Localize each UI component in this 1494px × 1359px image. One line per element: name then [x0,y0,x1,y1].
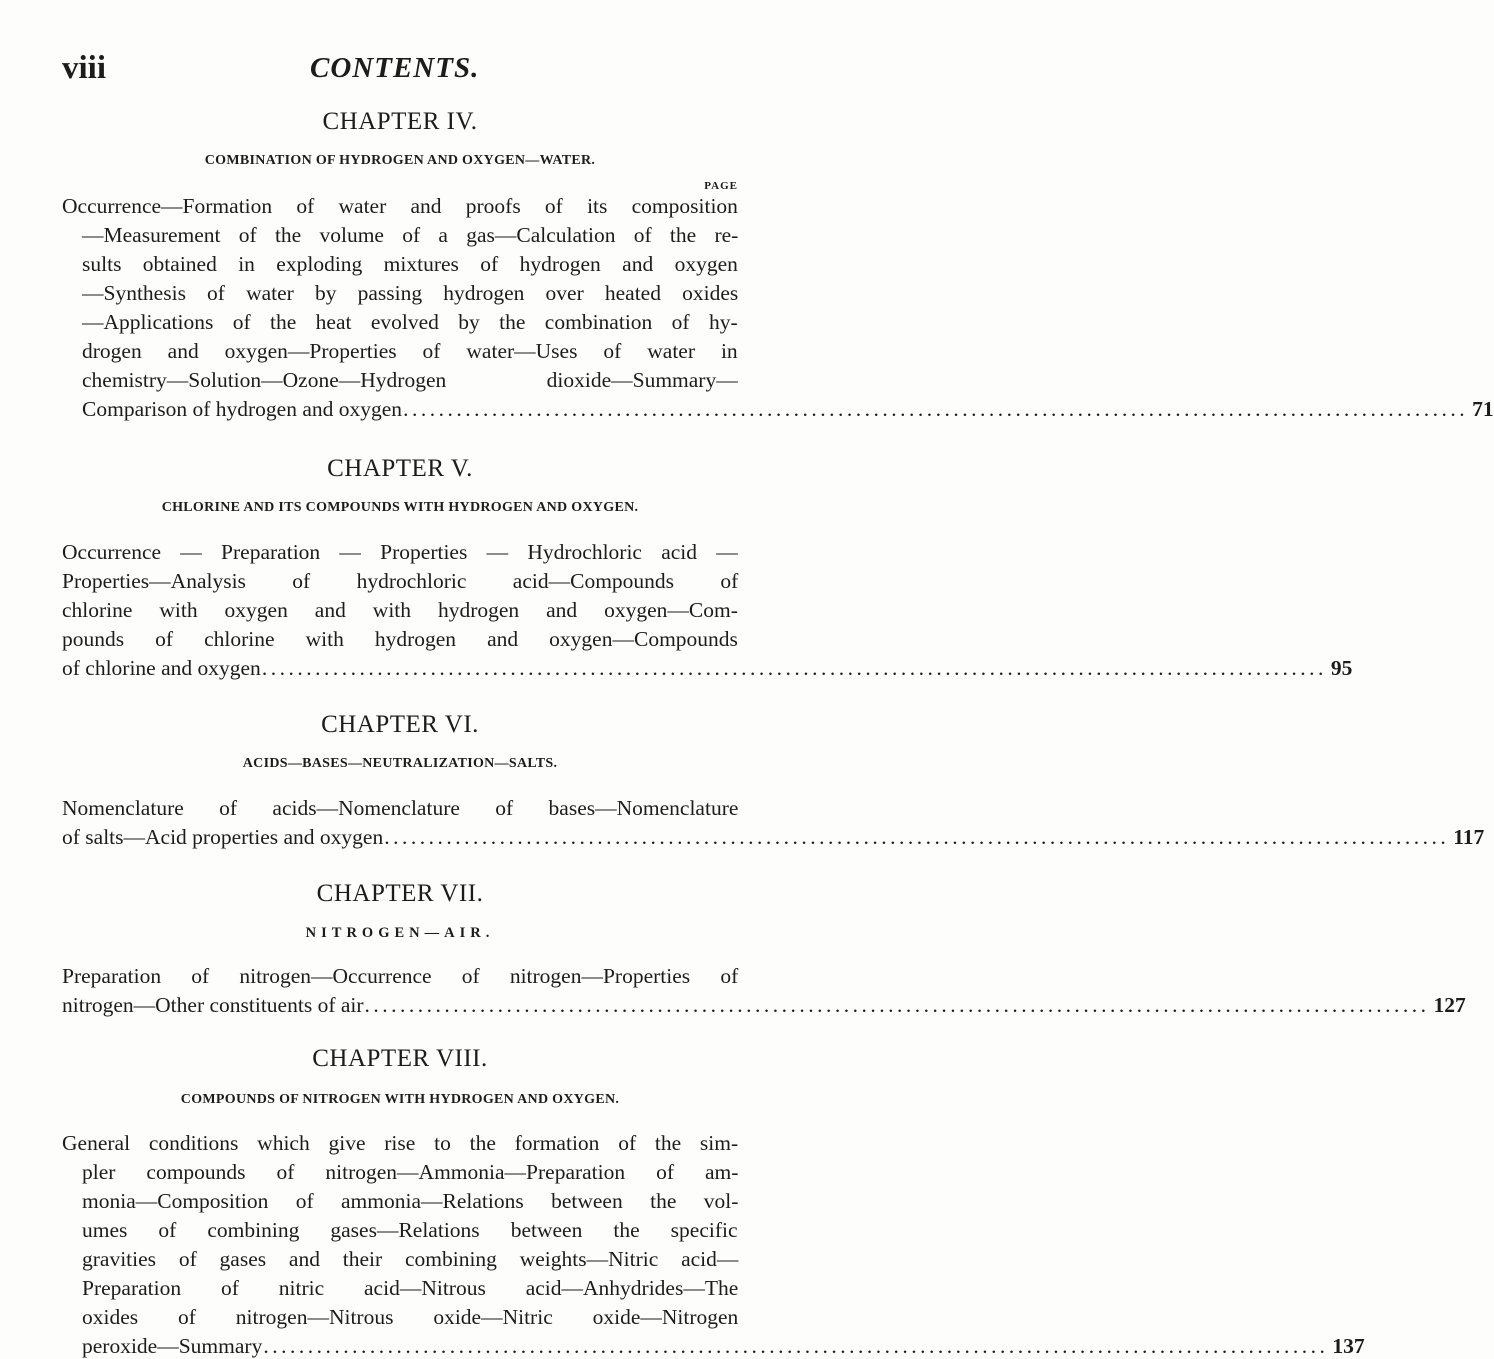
summary-last-line: nitrogen—Other constituents of air ........................................................................................................................ 127 [62,993,1466,1017]
chapter-subtitle: CHLORINE AND ITS COMPOUNDS WITH HYDROGEN AND OXYGEN. [161,500,639,515]
chapter-subtitle: COMPOUNDS OF NITROGEN WITH HYDROGEN AND OXYGEN. [180,1092,620,1107]
chapter-subtitle: ACIDS—BASES—NEUTRALIZATION—SALTS. [242,756,558,771]
page-reference: 95 [1330,656,1353,680]
summary-line: drogen and oxygen—Properties of water—Uses of water in [82,339,738,363]
chapter-title: CHAPTER VII. [316,880,484,907]
summary-line: gravities of gases and their combining weights—Nitric acid— [82,1247,739,1271]
chapter-title: CHAPTER V. [327,455,473,482]
summary-line: chlorine with oxygen and with hydrogen and oxygen—Com- [62,598,738,622]
chapter-title: CHAPTER VI. [321,711,479,738]
chapter-subtitle: COMBINATION OF HYDROGEN AND OXYGEN—WATER. [204,153,596,168]
page-column-label: PAGE [704,180,738,192]
summary-line: —Synthesis of water by passing hydrogen over heated oxides [82,281,739,305]
summary-line: Properties—Analysis of hydrochloric acid—Compounds of [62,569,739,593]
summary-line: Occurrence — Preparation — Properties — Hydrochloric acid — [62,540,738,564]
summary-line: Preparation of nitrogen—Occurrence of nitrogen—Properties of [62,964,739,988]
dot-leader: ........................................................................................................................ [384,825,1450,849]
summary-line: pounds of chlorine with hydrogen and oxygen—Compounds [62,627,738,651]
summary-line: oxides of nitrogen—Nitrous oxide—Nitric oxide—Nitrogen [82,1305,739,1329]
dot-leader: ........................................................................................................................ [364,993,1430,1017]
summary-line: monia—Composition of ammonia—Relations between the vol- [82,1189,739,1213]
summary-line: chemistry—Solution—Ozone—Hydrogen dioxide—Summary— [82,368,738,392]
summary-last-line: peroxide—Summary ........................................................................................................................ 137 [82,1334,1365,1358]
summary-line: —Applications of the heat evolved by the combination of hy- [82,310,738,334]
summary-line: sults obtained in exploding mixtures of hydrogen and oxygen [82,252,738,276]
running-title: CONTENTS. [310,52,480,84]
summary-line: Occurrence—Formation of water and proofs of its composition [62,194,738,218]
summary-line: umes of combining gases—Relations between the specific [82,1218,738,1242]
chapter-title: CHAPTER VIII. [312,1045,488,1072]
summary-last-line: of chlorine and oxygen ........................................................................................................................ 95 [62,656,1353,680]
summary-line: Nomenclature of acids—Nomenclature of bases—Nomenclature [62,796,739,820]
dot-leader: ........................................................................................................................ [403,397,1469,421]
summary-line: Preparation of nitric acid—Nitrous acid—Anhydrides—The [82,1276,739,1300]
summary-last-line: Comparison of hydrogen and oxygen ........................................................................................................................ 71 [82,397,1494,421]
page-reference: 137 [1332,1334,1365,1358]
chapter-title: CHAPTER IV. [322,108,478,135]
dot-leader: ........................................................................................................................ [263,1334,1329,1358]
dot-leader: ........................................................................................................................ [261,656,1327,680]
page-reference: 127 [1433,993,1466,1017]
chapter-subtitle: NITROGEN—AIR. [305,925,495,941]
summary-last-line: of salts—Acid properties and oxygen ........................................................................................................................ 117 [62,825,1485,849]
summary-line: General conditions which give rise to the formation of the sim- [62,1131,739,1155]
summary-line: —Measurement of the volume of a gas—Calculation of the re- [82,223,739,247]
summary-line: pler compounds of nitrogen—Ammonia—Preparation of am- [82,1160,739,1184]
page-number: viii [62,50,107,86]
page-reference: 71 [1472,397,1494,421]
page-reference: 117 [1453,825,1485,849]
